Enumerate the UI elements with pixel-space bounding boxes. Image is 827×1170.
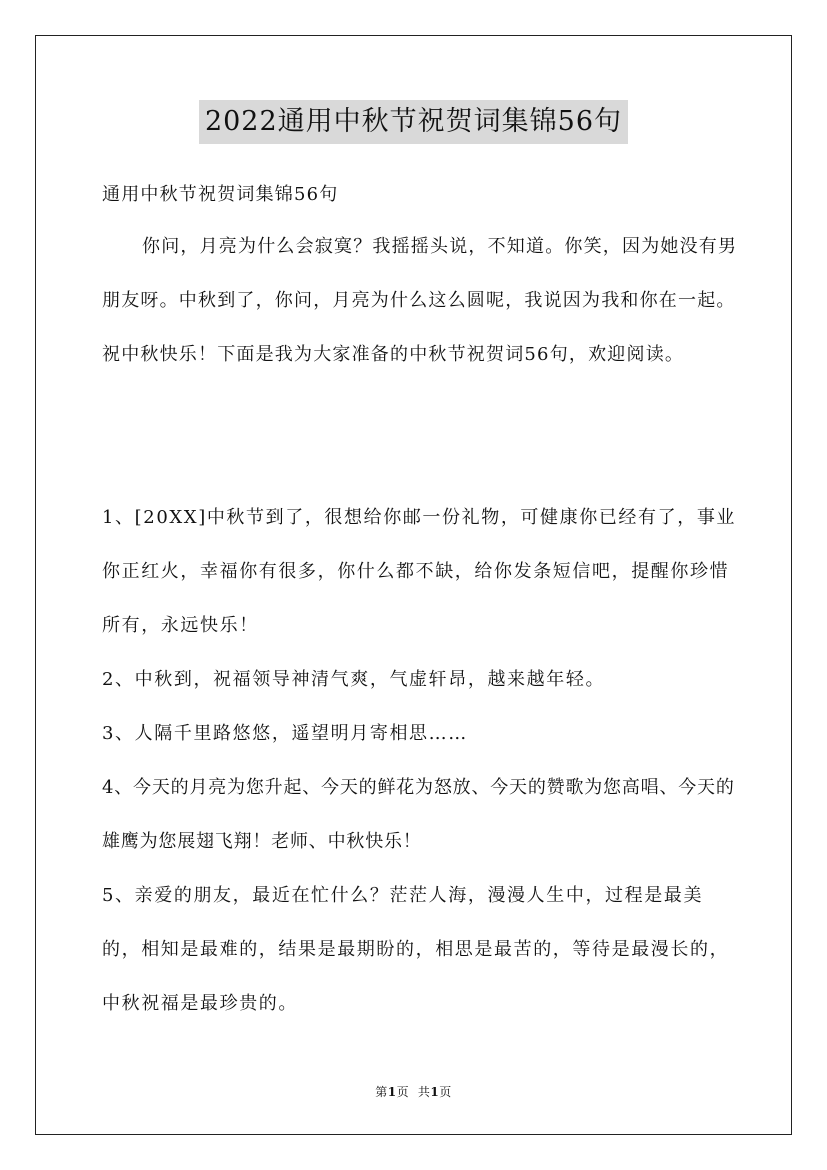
total-label-prefix: 共 [417,1085,431,1099]
page-title: 2022通用中秋节祝贺词集锦56句 [199,100,628,144]
greeting-item: 3、人隔千里路悠悠，遥望明月寄相思…… [102,723,468,744]
greeting-item: 4、今天的月亮为您升起、今天的鲜花为怒放、今天的赞歌为您高唱、今天的雄鹰为您展翅飞翔！老师、中秋快乐！ [102,777,735,852]
title-container [0,100,827,144]
document-subtitle: 通用中秋节祝贺词集锦56句 [102,184,339,205]
page-footer [0,1083,827,1100]
page-number: 1 [387,1085,397,1099]
page-label-prefix: 第 [375,1085,388,1099]
greeting-item: 5、亲爱的朋友，最近在忙什么？茫茫人海，漫漫人生中，过程是最美的，相知是最难的，结果是最期盼的，相思是最苦的，等待是最漫长的，中秋祝福是最珍贵的。 [102,885,730,1014]
page-label-suffix: 页 [396,1085,410,1099]
greeting-item: 2、中秋到，祝福领导神清气爽，气虚轩昂，越来越年轻。 [102,669,606,690]
total-pages: 1 [430,1085,440,1099]
greeting-item: 1、[20XX]中秋节到了，很想给你邮一份礼物，可健康你已经有了，事业你正红火，幸福你有很多，你什么都不缺，给你发条短信吧，提醒你珍惜所有，永远快乐！ [102,507,737,636]
total-label-suffix: 页 [439,1085,452,1099]
intro-paragraph: 你问，月亮为什么会寂寞？我摇摇头说，不知道。你笑，因为她没有男朋友呀。中秋到了，你问，月亮为什么这么圆呢，我说因为我和你在一起。祝中秋快乐！下面是我为大家准备的中秋节祝贺词56句，欢迎阅读。 [102,236,738,365]
